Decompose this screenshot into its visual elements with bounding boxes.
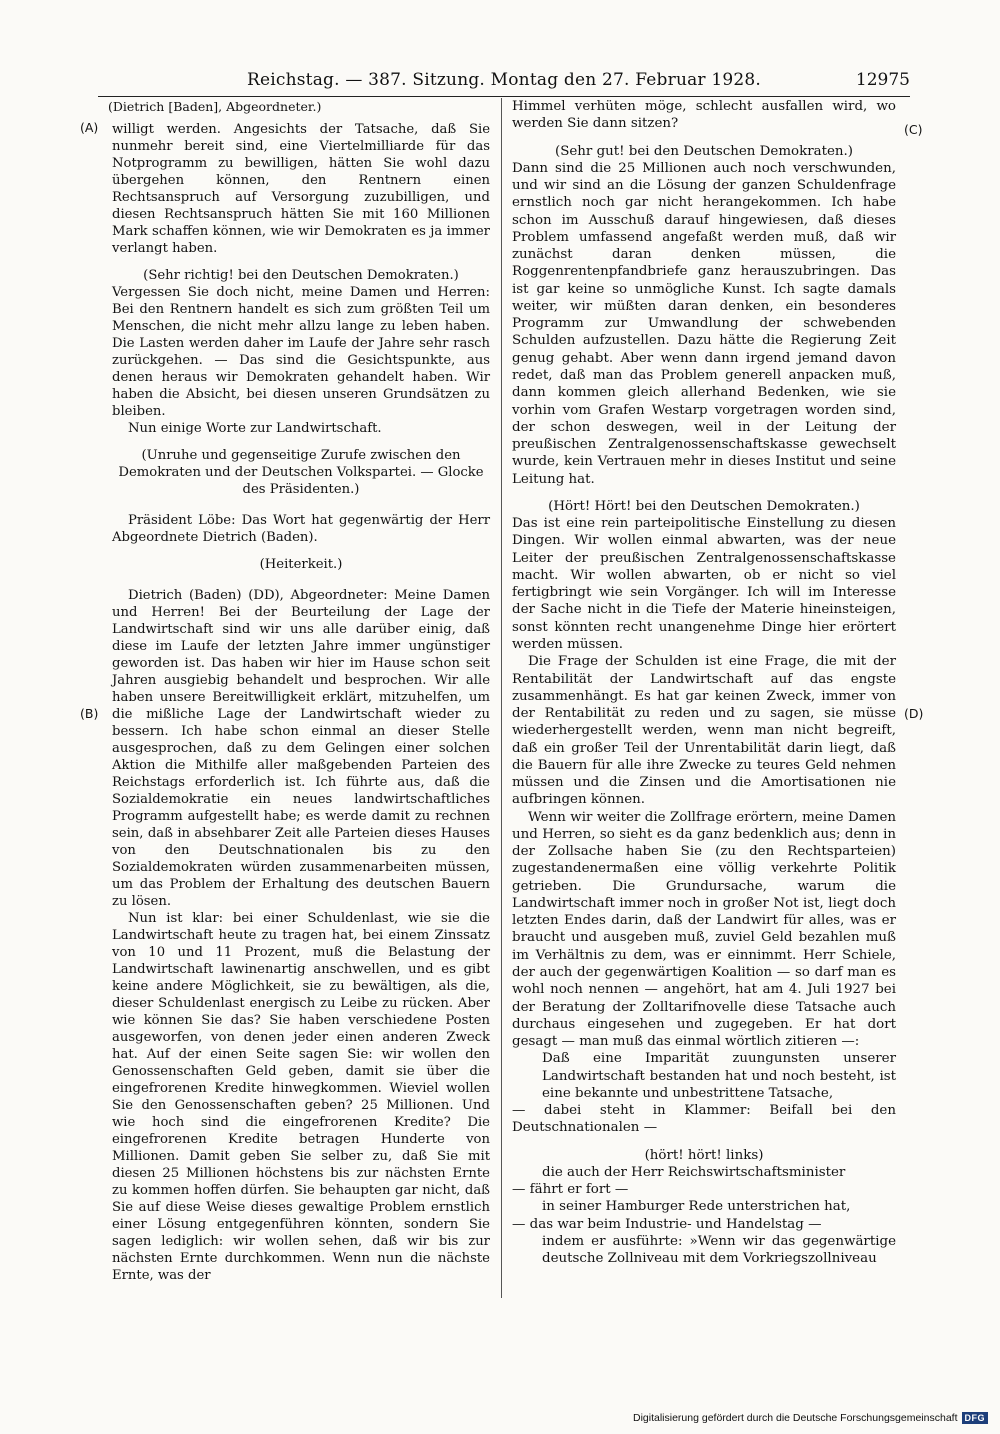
quotation: indem er ausführte: »Wenn wir das gegenwärtige deutsche Zollniveau mit dem Vorkriegszollniveau [542,1234,896,1267]
quotation: die auch der Herr Reichswirtschaftsminister [542,1164,846,1180]
paragraph: — das war beim Industrie- und Handelstag — [512,1216,822,1232]
paragraph: — fährt er fort — [512,1182,629,1198]
page-number: 12975 [855,70,910,90]
paragraph: Vergessen Sie doch nicht, meine Damen und Herren: Bei den Rentnern handelt es sich zum größten Teil um Menschen, die nicht mehr allzu lange zu leben haben. Die Lasten werden daher im Laufe der Jahre sehr rasch zurückgehen. — Das sind die Gesichtspunkte, aus denen heraus wir Demokraten gehandelt haben. Wir haben die Absicht, bei diesen unseren Grundsätzen zu bleiben. [112,285,490,419]
paragraph: Himmel verhüten möge, schlecht ausfallen wird, wo werden Sie dann sitzen? [512,99,896,132]
interjection: (Hört! Hört! bei den Deutschen Demokraten.) [548,498,860,514]
footer [633,1412,988,1424]
margin-marker-c: (C) [904,122,923,137]
interjection: (Sehr richtig! bei den Deutschen Demokraten.) [143,268,459,283]
interjection: (hört! hört! links) [644,1147,764,1163]
footer-credit: Digitalisierung gefördert durch die Deutsche Forschungsgemeinschaft [632,1412,958,1424]
paragraph: — dabei steht in Klammer: Beifall bei den Deutschnationalen — [512,1103,896,1136]
paragraph: Dann sind die 25 Millionen auch noch verschwunden, und wir sind an die Lösung der ganzen Schuldenfrage ernstlich noch gar nicht herangekommen. Ich habe schon im Ausschuß darauf hingewiesen, daß dieses Problem umfassend angefaßt werden muß, daß wir zunächst daran denken müssen, die Roggenrentenpfandbriefe ganz herauszubringen. Das ist gar keine so unmögliche Kunst. Ich sagte damals weiter, wir müßten daran denken, ein besonderes Programm zur Umwandlung der schwebenden Schulden aufzustellen. Dazu hätte die Regierung Zeit genug gehabt. Aber wenn dann irgend jemand davon redet, daß man das Problem generell anpacken muß, dann kommen gleich allerhand Bedenken, wie sie vorhin vom Grafen Westarp vorgetragen worden sind, der schon deswegen, weil in der Leitung der preußischen Zentralgenossenschaftskasse gewechselt wurde, kein Vertrauen mehr in dieses Institut und seine Leitung hat. [512,160,896,487]
paragraph: Dietrich (Baden) (DD), Abgeordneter: Meine Damen und Herren! Bei der Beurteilung der Lage der Landwirtschaft sind wir uns alle darüber einig, daß diese im Laufe der letzten Jahre immer ungünstiger geworden ist. Das haben wir hier im Hause schon seit Jahren ausgiebig behandelt und besprochen. Wir alle haben unsere Bereitwilligkeit erklärt, mitzuhelfen, um die mißliche Lage der Landwirtschaft wieder zu bessern. Ich habe schon einmal an dieser Stelle ausgesprochen, daß zu dem Gelingen einer solchen Aktion die Mithilfe aller maßgebenden Parteien des Reichstags erforderlich ist. Ich führte aus, daß die Sozialdemokratie ein neues landwirtschaftliches Programm aufgestellt habe; es werde damit zu rechnen sein, daß in absehbarer Zeit alle Parteien dieses Hauses von den Deutschnationalen bis zu den Sozialdemokraten würden zusammenarbeiten müssen, um das Problem der Erhaltung des deutschen Bauern zu lösen. [112,588,490,909]
margin-marker-a: (A) [80,120,99,135]
column-divider [501,98,502,1298]
dfg-logo: DFG [962,1412,989,1424]
paragraph: Präsident Löbe: Das Wort hat gegenwärtig der Herr Abgeordnete Dietrich (Baden). [112,513,490,545]
paragraph: Nun einige Worte zur Landwirtschaft. [128,421,382,436]
interjection: (Unruhe und gegenseitige Zurufe zwischen den Demokraten und der Deutschen Volkspartei. — Glocke des Präsidenten.) [118,448,484,497]
interjection: (Heiterkeit.) [259,557,343,572]
paragraph: Das ist eine rein parteipolitische Einstellung zu diesen Dingen. Wir wollen einmal abwarten, was der neue Leiter der preußischen Zentralgenossenschaftskasse macht. Wir wollen abwarten, ob er nicht so viel fertigbringt wie sein Vorgänger. Ich will im Interesse der Sache nicht in die Tiefe der Materie hineinsteigen, sonst könnten recht unangenehme Dinge hier erörtert werden müssen. [512,516,896,652]
right-column [512,98,896,1268]
interjection: (Sehr gut! bei den Deutschen Demokraten.) [554,143,854,159]
quotation: Daß eine Imparität zuungunsten unserer Landwirtschaft bestanden hat und noch besteht, ist eine bekannte und unbestrittene Tatsache, [542,1051,896,1101]
margin-marker-b: (B) [80,706,99,721]
paragraph: Wenn wir weiter die Zollfrage erörtern, meine Damen und Herren, so sieht es da ganz bedenklich aus; denn in der Zollsache haben Sie (zu den Rechtsparteien) zugestandenermaßen eine völlig verkehrte Politik getrieben. Die Grundursache, warum die Landwirtschaft immer noch in großer Not ist, liegt doch letzten Endes darin, daß der Landwirt für alles, was er braucht und ausgeben muß, zuviel Geld bezahlen muß im Verhältnis zu dem, was er einnimmt. Herr Schiele, der auch der gegenwärtigen Koalition — so darf man es wohl noch nennen — angehört, hat am 4. Juli 1927 bei der Beratung der Zolltarifnovelle diese Tatsache auch durchaus eingesehen und zugegeben. Er hat dort gesagt — man muß das einmal wörtlich zitieren —: [512,809,896,1050]
speaker-running-head: (Dietrich [Baden], Abgeordneter.) [108,99,322,114]
paragraph: willigt werden. Angesichts der Tatsache, daß Sie nunmehr bereit sind, eine Viertelmilliarde für das Notprogramm zu bewilligen, hätten Sie wohl dazu übergehen können, den Rentnern einen Rechtsanspruch auf Versorgung zuzubilligen, und diesen Rechtsanspruch hätten Sie mit 160 Millionen Mark schaffen können, wie wir Demokraten es ja immer verlangt haben. [112,122,490,256]
quotation: in seiner Hamburger Rede unterstrichen hat, [542,1199,851,1215]
paragraph: Nun ist klar: bei einer Schuldenlast, wie sie die Landwirtschaft heute zu tragen hat, bei einem Zinssatz von 10 und 11 Prozent, muß die Belastung der Landwirtschaft lawinenartig anschwellen, und es gibt keine andere Möglichkeit, sie zu bewältigen, als die, dieser Schuldenlast energisch zu Leibe zu rücken. Aber wie können Sie das? Sie haben verschiedene Posten ausgeworfen, von denen jeder einen anderen Zweck hat. Auf der einen Seite sagen Sie: wir wollen den Genossenschaften Geld geben, damit sie über die eingefrorenen Kredite hinwegkommen. Wieviel wollen Sie den Genossenschaften geben? 25 Millionen. Und wie hoch sind die eingefrorenen Kredite? Die eingefrorenen Kredite betragen Hunderte von Millionen. Damit geben Sie selber zu, daß Sie mit diesen 25 Millionen höchstens bis zur nächsten Ernte zu kommen hoffen dürfen. Sie behaupten gar nicht, daß Sie auf diese Weise dieses gewaltige Problem ernstlich einer Lösung entgegenführen könnten, sondern Sie sagen lediglich: wir wollen sehen, daß wir bis zur nächsten Ernte durchkommen. Wenn nun die nächste Ernte, was der [112,911,490,1283]
header-rule [98,96,910,97]
margin-marker-d: (D) [904,706,924,721]
paragraph: Die Frage der Schulden ist eine Frage, die mit der Rentabilität der Landwirtschaft auf das engste zusammenhängt. Es hat gar keinen Zweck, immer von der Rentabilität zu reden und zu sagen, sie müsse wiederhergestellt werden, wenn man nicht begreift, daß ein großer Teil der Unrentabilität darin liegt, daß die Bauern für alle ihre Zwecke zu teures Geld nehmen müssen und die Zinsen und die Amortisationen nie aufbringen können. [512,654,896,808]
page-header [98,70,910,96]
header-title: Reichstag. — 387. Sitzung. Montag den 27. Februar 1928. [246,70,762,90]
left-column [108,98,490,1284]
